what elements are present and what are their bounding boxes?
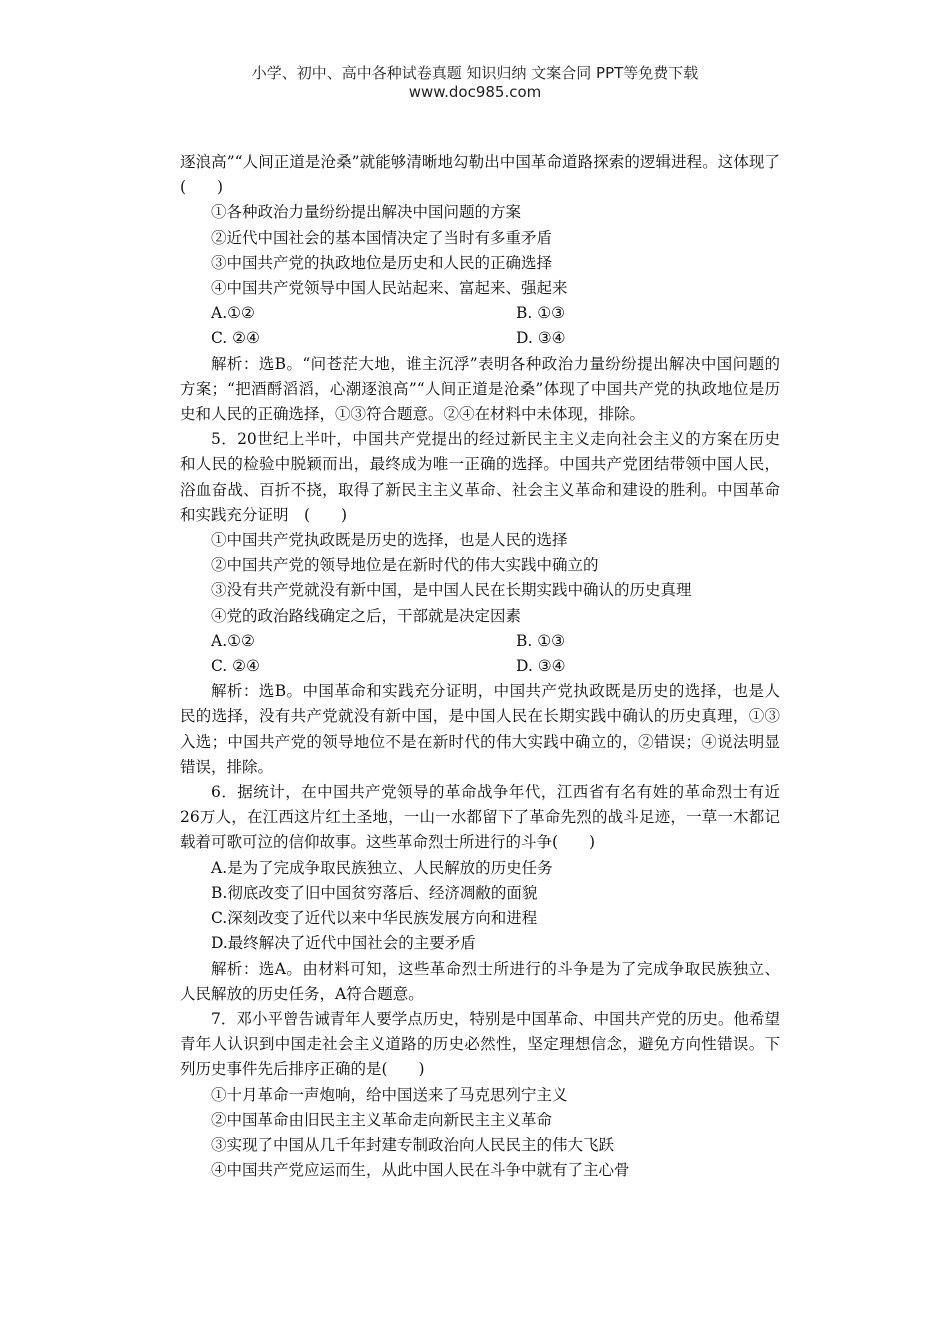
q7-item-2: ②中国革命由旧民主主义革命走向新民主主义革命: [211, 1110, 553, 1129]
q5-option-b: B. ①③: [516, 631, 566, 650]
header-slogan: 小学、初中、高中各种试卷真题 知识归纳 文案合同 PPT等免费下载: [251, 64, 699, 82]
header-url[interactable]: www.doc985.com: [408, 83, 542, 101]
q4-item-4: ④中国共产党领导中国人民站起来、富起来、强起来: [211, 279, 568, 298]
q5-item-3: ③没有共产党就没有新中国，是中国人民在长期实践中确认的历史真理: [211, 581, 692, 600]
q5-options-row-1: [180, 629, 780, 654]
q6-option-d: D.最终解决了近代中国社会的主要矛盾: [211, 934, 476, 953]
q4-options-row-2: [180, 326, 780, 351]
q6-analysis: 解析：选A。由材料可知，这些革命烈士所进行的斗争是为了完成争取民族独立、人民解放的历史任务，A符合题意。: [180, 959, 780, 1003]
q4-option-b: B. ①③: [516, 304, 566, 323]
q7-item-4: ④中国共产党应运而生，从此中国人民在斗争中就有了主心骨: [211, 1161, 630, 1180]
q4-stem: 逐浪高”“人间正道是沧桑”就能够清晰地勾勒出中国革命道路探索的逻辑进程。这体现了( ): [180, 153, 780, 197]
q7-item-1: ①十月革命一声炮响，给中国送来了马克思列宁主义: [211, 1085, 568, 1104]
q5-option-c: C. ②④: [211, 657, 260, 676]
document-body: [180, 150, 780, 1183]
q5-item-1: ①中国共产党执政既是历史的选择，也是人民的选择: [211, 531, 568, 550]
q6-option-c: C.深刻改变了近代以来中华民族发展方向和进程: [211, 909, 538, 928]
page-header: [0, 64, 950, 102]
q7-stem: 7．邓小平曾告诫青年人要学点历史，特别是中国革命、中国共产党的历史。他希望青年人认识到中国走社会主义道路的历史必然性，坚定理想信念，避免方向性错误。下列历史事件先后排序正确的是( ): [180, 1009, 780, 1079]
q4-item-2: ②近代中国社会的基本国情决定了当时有多重矛盾: [211, 228, 553, 247]
q4-option-d: D. ③④: [516, 329, 566, 348]
q4-option-a: A.①②: [211, 304, 255, 323]
q5-analysis: 解析：选B。中国革命和实践充分证明，中国共产党执政既是历史的选择，也是人民的选择，没有共产党就没有新中国，是中国人民在长期实践中确认的历史真理，①③入选；中国共产党的领导地位不是在新时代的伟大实践中确立的，②错误；④说法明显错误，排除。: [180, 682, 780, 776]
q7-item-3: ③实现了中国从几千年封建专制政治向人民民主的伟大飞跃: [211, 1135, 615, 1154]
q6-option-b: B.彻底改变了旧中国贫穷落后、经济凋敝的面貌: [211, 883, 538, 902]
q5-option-a: A.①②: [211, 631, 255, 650]
q5-item-2: ②中国共产党的领导地位是在新时代的伟大实践中确立的: [211, 556, 599, 575]
q5-option-d: D. ③④: [516, 657, 566, 676]
q4-item-3: ③中国共产党的执政地位是历史和人民的正确选择: [211, 253, 553, 272]
q5-stem: 5．20世纪上半叶，中国共产党提出的经过新民主主义走向社会主义的方案在历史和人民的检验中脱颖而出，最终成为唯一正确的选择。中国共产党团结带领中国人民，浴血奋战、百折不挠，取得了新民主主义革命、社会主义革命和建设的胜利。中国革命和实践充分证明 ( ): [180, 430, 780, 524]
q6-stem: 6．据统计，在中国共产党领导的革命战争年代，江西省有名有姓的革命烈士有近26万人，在江西这片红土圣地，一山一水都留下了革命先烈的战斗足迹，一草一木都记载着可歌可泣的信仰故事。这些革命烈士所进行的斗争( ): [180, 783, 780, 852]
q4-options-row-1: [180, 301, 780, 326]
q5-item-4: ④党的政治路线确定之后，干部就是决定因素: [211, 606, 522, 625]
q4-analysis: 解析：选B。“问苍茫大地，谁主沉浮”表明各种政治力量纷纷提出解决中国问题的方案；“把酒酹滔滔，心潮逐浪高”“人间正道是沧桑”体现了中国共产党的执政地位是历史和人民的正确选择，①③符合题意。②④在材料中未体现，排除。: [180, 354, 780, 424]
q4-item-1: ①各种政治力量纷纷提出解决中国问题的方案: [211, 203, 522, 222]
q5-options-row-2: [180, 654, 780, 679]
q4-option-c: C. ②④: [211, 329, 260, 348]
q6-option-a: A.是为了完成争取民族独立、人民解放的历史任务: [211, 858, 553, 877]
